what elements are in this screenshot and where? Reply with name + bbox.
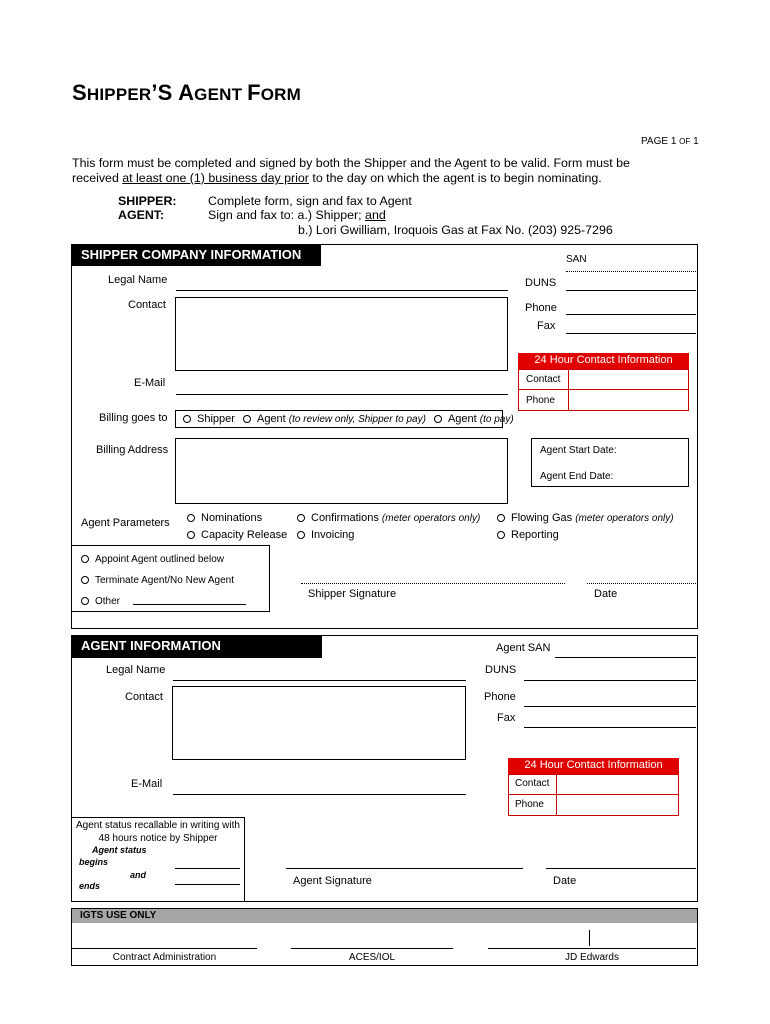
agent-ends-label: ends (79, 881, 101, 891)
agent-status-label: Agent status (92, 845, 147, 855)
igts-header: IGTS USE ONLY (80, 910, 157, 921)
agent-recall-text (71, 819, 245, 845)
shipper-fax-label: Fax (537, 320, 556, 332)
billing-shipper-label: Shipper (197, 413, 235, 425)
agent-signature-field[interactable] (286, 868, 523, 869)
other-option[interactable] (81, 591, 234, 612)
shipper-duns-field[interactable] (566, 290, 696, 291)
radio-icon (81, 576, 89, 584)
title-part: S (72, 80, 87, 105)
agent-ends-field[interactable] (175, 884, 240, 885)
agent-legal-name-field[interactable] (173, 680, 466, 681)
title-part: F (247, 80, 261, 105)
agent-24h-phone-label: Phone (515, 799, 544, 810)
agent-san-field[interactable] (555, 657, 696, 658)
param-reporting-label: Reporting (511, 529, 559, 541)
title-part: ORM (260, 85, 302, 104)
appoint-agent-label: Appoint Agent outlined below (95, 554, 224, 565)
shipper-fax-field[interactable] (566, 333, 696, 334)
intro-line2-post: to the day on which the agent is to begin nominating. (308, 171, 602, 185)
agent-24h-header: 24 Hour Contact Information (508, 758, 679, 774)
igts-col3-label: JD Edwards (565, 952, 619, 963)
agent-contact-field[interactable] (172, 686, 466, 760)
instructions (118, 194, 177, 222)
shipper-date-field[interactable] (587, 583, 696, 584)
checkbox-icon (297, 514, 305, 522)
param-capacity-release[interactable] (187, 527, 287, 544)
param-invoicing-label: Invoicing (311, 529, 355, 541)
shipper-signature-field[interactable] (301, 583, 565, 584)
billing-agent-pay-label: Agent (447, 413, 477, 425)
radio-icon (183, 415, 191, 423)
agent-begins-field[interactable] (175, 868, 240, 869)
shipper-section-header: SHIPPER COMPANY INFORMATION (71, 244, 321, 266)
param-flowing-gas[interactable] (497, 510, 674, 527)
param-confirmations-note: (meter operators only) (381, 513, 481, 524)
agent-fax-label: Fax (497, 712, 516, 724)
igts-col1-label: Contract Administration (112, 952, 217, 963)
billing-shipper-radio[interactable] (183, 413, 235, 425)
igts-col1-field[interactable] (72, 948, 257, 949)
shipper-contact-label: Contact (128, 299, 166, 311)
agent-fax-field[interactable] (524, 727, 696, 728)
agent-instr-label: AGENT: (118, 208, 165, 222)
agent-24h-divider-h (508, 794, 679, 795)
intro-text (72, 156, 630, 186)
other-label: Other (95, 596, 121, 607)
page-of: OF (679, 137, 691, 146)
billing-agent-pay-note: (to pay) (479, 414, 514, 425)
shipper-24h-contact-label: Contact (526, 374, 561, 385)
page-total: 1 (693, 136, 699, 147)
radio-icon (81, 555, 89, 563)
param-confirmations[interactable] (297, 510, 480, 527)
shipper-phone-field[interactable] (566, 314, 696, 315)
checkbox-icon (297, 531, 305, 539)
agent-24h-contact-label: Contact (515, 778, 550, 789)
shipper-phone-label: Phone (525, 302, 557, 314)
form-title (72, 80, 301, 106)
radio-icon (243, 415, 251, 423)
param-nominations[interactable] (187, 510, 287, 527)
instructions-text (208, 194, 412, 222)
agent-instr-text (208, 208, 412, 222)
igts-col3-field[interactable] (488, 948, 696, 949)
agent-24h-divider-v (556, 774, 557, 816)
terminate-agent-label: Terminate Agent/No New Agent (95, 575, 234, 586)
action-options (81, 549, 234, 612)
terminate-agent-option[interactable] (81, 570, 234, 591)
agent-parameters-label: Agent Parameters (81, 517, 170, 529)
checkbox-icon (187, 531, 195, 539)
title-part: HIPPER (86, 85, 152, 104)
agent-email-label: E-Mail (131, 778, 163, 790)
shipper-date-label: Date (594, 588, 618, 600)
intro-line2-pre: received (72, 171, 123, 185)
radio-icon (434, 415, 442, 423)
shipper-email-label: E-Mail (134, 377, 166, 389)
checkbox-icon (497, 531, 505, 539)
page-number (641, 136, 699, 147)
agent-date-label: Date (553, 875, 577, 887)
igts-col2-label: ACES/IOL (348, 952, 396, 963)
shipper-duns-label: DUNS (525, 277, 557, 289)
param-flowing-gas-label: Flowing Gas (511, 512, 573, 524)
title-part: GENT (194, 85, 248, 104)
shipper-legal-name-field[interactable] (176, 290, 508, 291)
agent-contact-label: Contact (125, 691, 163, 703)
billing-address-field[interactable] (175, 438, 508, 504)
billing-address-label: Billing Address (96, 444, 169, 456)
agent-phone-field[interactable] (524, 706, 696, 707)
radio-icon (81, 597, 89, 605)
agent-phone-label: Phone (484, 691, 516, 703)
agent-recall-line1: Agent status recallable in writing with (76, 820, 240, 831)
shipper-instr-label: SHIPPER: (118, 194, 177, 208)
agent-instr-pre: Sign and fax to: a.) Shipper; (208, 208, 366, 222)
shipper-24h-divider-h (518, 389, 689, 390)
agent-begins-label: begins (79, 857, 109, 867)
agent-recall-line2: 48 hours notice by Shipper (98, 833, 218, 844)
shipper-contact-field[interactable] (175, 297, 508, 371)
page-num: 1 (670, 136, 677, 147)
billing-agent-review-radio[interactable] (243, 413, 426, 425)
igts-header-bar (72, 909, 697, 923)
param-nominations-label: Nominations (201, 512, 263, 524)
param-flowing-gas-note: (meter operators only) (575, 513, 674, 524)
agent-and-label: and (130, 870, 147, 880)
param-col1 (187, 510, 287, 544)
agent-duns-label: DUNS (485, 664, 517, 676)
billing-goes-to-label: Billing goes to (99, 412, 168, 424)
title-part: ’S (151, 80, 179, 105)
agent-end-date-label[interactable]: Agent End Date: (540, 471, 614, 482)
shipper-signature-label: Shipper Signature (308, 588, 397, 600)
intro-line2-underlined: at least one (1) business day prior (122, 171, 309, 185)
agent-duns-field[interactable] (524, 680, 696, 681)
shipper-san-label: SAN (566, 254, 587, 265)
shipper-email-field[interactable] (176, 394, 508, 395)
intro-line2 (72, 171, 630, 186)
agent-start-date-label[interactable]: Agent Start Date: (540, 445, 617, 456)
shipper-24h-header: 24 Hour Contact Information (518, 353, 689, 369)
param-col2 (297, 510, 480, 544)
billing-agent-pay-radio[interactable] (434, 413, 514, 425)
param-capacity-release-label: Capacity Release (201, 529, 288, 541)
intro-line1: This form must be completed and signed by both the Shipper and the Agent to be valid. Form must be (72, 156, 630, 170)
other-field[interactable] (133, 604, 246, 605)
shipper-instr-text: Complete form, sign and fax to Agent (208, 194, 412, 208)
shipper-24h-divider-v (568, 369, 569, 411)
checkbox-icon (497, 514, 505, 522)
param-reporting[interactable] (497, 527, 674, 544)
param-col3 (497, 510, 674, 544)
appoint-agent-option[interactable] (81, 549, 234, 570)
agent-instr-and: and (365, 208, 386, 222)
igts-col3-tick (589, 930, 590, 946)
param-confirmations-label: Confirmations (311, 512, 379, 524)
agent-legal-name-label: Legal Name (106, 664, 166, 676)
param-invoicing[interactable] (297, 527, 480, 544)
billing-agent-review-label: Agent (256, 413, 286, 425)
agent-date-field[interactable] (546, 868, 696, 869)
billing-agent-review-note: (to review only, Shipper to pay) (288, 414, 426, 425)
agent-section-header: AGENT INFORMATION (71, 635, 322, 658)
agent-signature-label: Agent Signature (293, 875, 372, 887)
agent-instr-b: b.) Lori Gwilliam, Iroquois Gas at Fax No. (203) 925-7296 (298, 223, 613, 237)
title-part: A (178, 80, 195, 105)
billing-options-row (183, 413, 514, 425)
igts-col2-field[interactable] (291, 948, 453, 949)
checkbox-icon (187, 514, 195, 522)
shipper-legal-name-label: Legal Name (108, 274, 168, 286)
agent-san-label: Agent SAN (496, 642, 551, 654)
page-word: PAGE (641, 136, 669, 147)
agent-email-field[interactable] (173, 794, 466, 795)
shipper-san-field[interactable] (566, 271, 696, 272)
shipper-24h-phone-label: Phone (526, 395, 555, 406)
